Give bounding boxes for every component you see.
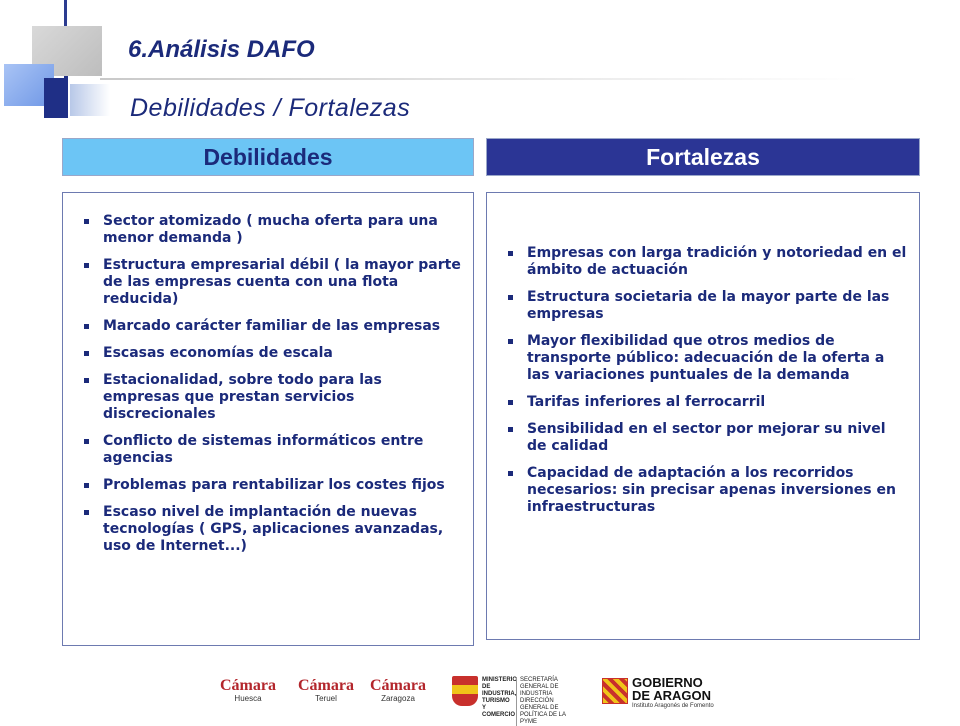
debilidades-header: Debilidades [62,138,474,176]
list-item [497,333,909,384]
list-item-text: Estacionalidad, sobre todo para las empresas que prestan servicios discrecionales [103,372,382,422]
debilidades-panel [62,192,474,646]
list-item [73,213,463,247]
gobierno-aragon-logo [602,674,720,712]
list-item-text: Escasas economías de escala [103,345,333,361]
list-item [73,477,463,494]
page-subtitle: Debilidades / Fortalezas [130,94,411,122]
list-item-text: Empresas con larga tradición y notoriedad en el ámbito de actuación [527,245,907,278]
list-item-text: Estructura empresarial débil ( la mayor parte de las empresas cuenta con una flota reducida) [103,257,461,307]
square-bullet-icon [508,400,513,405]
list-item-text: Conflicto de sistemas informáticos entre agencias [103,433,424,466]
camara-logo-word: Cámara [298,677,354,694]
list-item-text: Marcado carácter familiar de las empresas [103,318,441,334]
list-item [73,257,463,308]
square-bullet-icon [84,324,89,329]
camara-logo-word: Cámara [220,677,276,694]
ministerio-text: MINISTERIO DE INDUSTRIA, TURISMO Y COMERCIO [482,677,518,718]
list-item [497,421,909,455]
square-bullet-icon [508,427,513,432]
square-bullet-icon [84,219,89,224]
camara-logo-city: Huesca [234,694,262,703]
debilidades-list [73,213,463,555]
decorative-rule [100,78,860,80]
list-item-text: Mayor flexibilidad que otros medios de transporte público: adecuación de la oferta a las variaciones puntuales de la demanda [527,333,885,383]
square-bullet-icon [84,510,89,515]
square-bullet-icon [84,378,89,383]
list-item-text: Escaso nivel de implantación de nuevas tecnologías ( GPS, aplicaciones avanzadas, uso de Internet...) [103,504,444,554]
camara-logo-city: Teruel [315,694,337,703]
list-item [73,318,463,335]
square-bullet-icon [84,483,89,488]
square-bullet-icon [84,351,89,356]
footer-logos [220,672,720,725]
square-bullet-icon [508,339,513,344]
list-item-text: Sector atomizado ( mucha oferta para una menor demanda ) [103,213,438,246]
gobierno-subtext: Instituto Aragonés de Fomento [632,703,714,709]
decorative-line [64,76,68,116]
list-item [497,465,909,516]
list-item [497,289,909,323]
list-item [497,394,909,411]
secretaria-text: SECRETARÍA GENERAL DE INDUSTRIA DIRECCIÓN GENERAL DE POLÍTICA DE LA PYME [516,677,580,726]
square-bullet-icon [508,251,513,256]
list-item-text: Tarifas inferiores al ferrocarril [527,394,766,410]
coat-of-arms-icon [452,676,478,706]
square-bullet-icon [508,471,513,476]
square-bullet-icon [84,439,89,444]
list-item [497,245,909,279]
ministerio-logo [452,674,582,725]
camara-logo-word: Cámara [370,677,426,694]
camara-zaragoza-logo [370,678,426,704]
camara-logo-city: Zaragoza [381,694,415,703]
list-item-text: Estructura societaria de la mayor parte de las empresas [527,289,890,322]
camara-teruel-logo [298,678,354,704]
camara-huesca-logo [220,678,276,704]
fortalezas-header: Fortalezas [486,138,920,176]
list-item [73,433,463,467]
square-bullet-icon [508,295,513,300]
square-bullet-icon [84,263,89,268]
list-item-text: Problemas para rentabilizar los costes fijos [103,477,445,493]
list-item [73,345,463,362]
list-item [73,504,463,555]
gobierno-text-line1: GOBIERNO [632,675,703,690]
list-item [73,372,463,423]
fortalezas-panel [486,192,920,640]
page-title: 6.Análisis DAFO [128,36,315,63]
list-item-text: Capacidad de adaptación a los recorridos necesarios: sin precisar apenas inversiones en infraestructuras [527,465,896,515]
fortalezas-list [497,245,909,516]
list-item-text: Sensibilidad en el sector por mejorar su nivel de calidad [527,421,886,454]
gobierno-text-line2: DE ARAGON [632,688,711,703]
aragon-flag-icon [602,678,628,704]
decorative-gradient [70,84,110,116]
